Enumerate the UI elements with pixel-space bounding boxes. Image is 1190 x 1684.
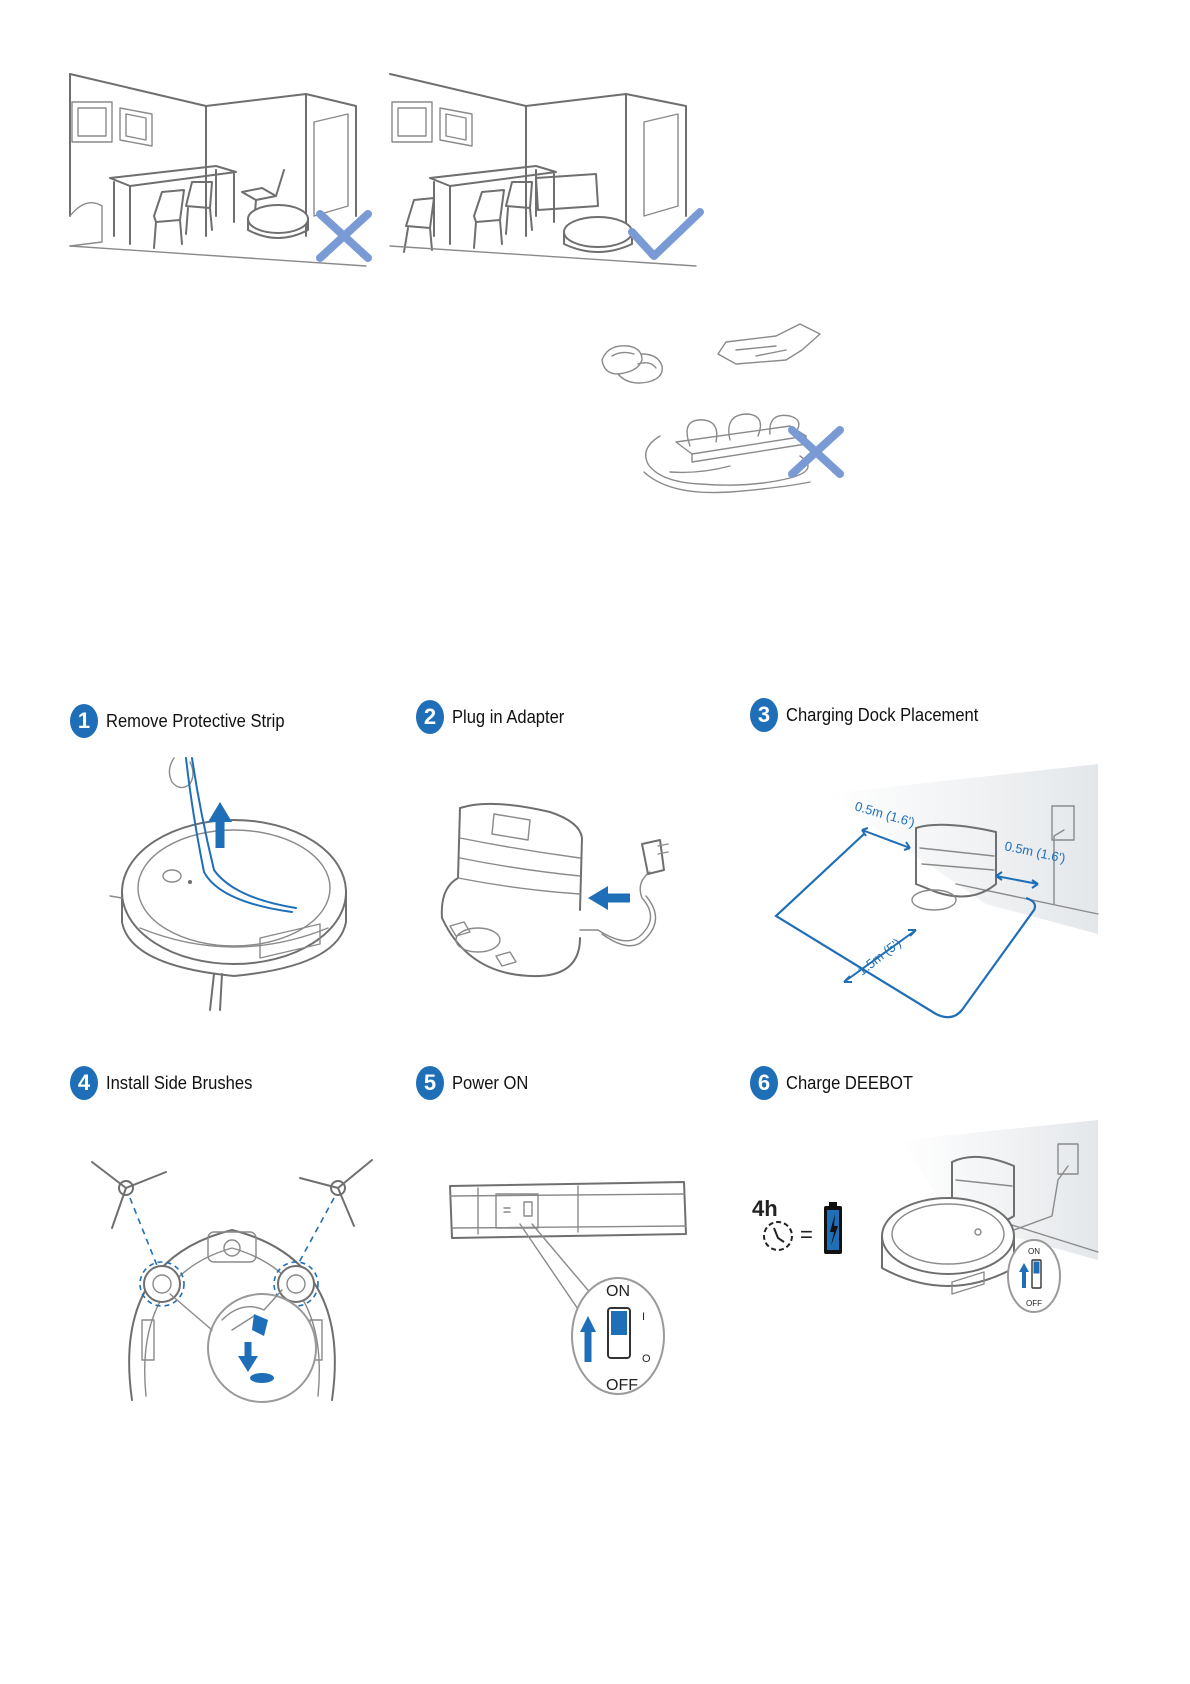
- room-scene-wrong: [66, 66, 381, 286]
- step-title: Charge DEEBOT: [786, 1072, 914, 1093]
- step-2-heading: [416, 700, 574, 734]
- step-2-illustration: [430, 798, 690, 988]
- step-title: Plug in Adapter: [452, 706, 565, 727]
- cross-icon: [314, 208, 374, 264]
- side-brush-left: [92, 1162, 166, 1228]
- step-4-illustration: [82, 1120, 382, 1410]
- step-1-illustration: [110, 752, 350, 1022]
- side-brush-right: [300, 1160, 372, 1226]
- mini-switch-off: OFF: [1026, 1299, 1042, 1308]
- step-number-badge: 2: [416, 700, 444, 734]
- step-4-heading: [70, 1066, 265, 1100]
- dock-side-left-label: 0.5m (1.6'): [853, 798, 917, 830]
- step-title: Remove Protective Strip: [106, 710, 285, 731]
- dock-side-right-label: 0.5m (1.6'): [1003, 838, 1067, 866]
- step-title: Install Side Brushes: [106, 1072, 253, 1093]
- step-title: Charging Dock Placement: [786, 704, 979, 725]
- step-3-illustration: [766, 764, 1098, 1034]
- step-5-heading: [416, 1066, 535, 1100]
- power-strip-cables-illustration: [640, 412, 850, 496]
- dock-front-label: 1.5m (5'): [854, 935, 904, 979]
- step-5-illustration: [448, 1172, 690, 1394]
- switch-mark-on: I: [642, 1311, 646, 1323]
- charge-equals: =: [800, 1222, 813, 1247]
- step-title: Power ON: [452, 1072, 529, 1093]
- step-6-heading: [750, 1066, 924, 1100]
- check-icon: [626, 206, 706, 264]
- step-number-badge: 5: [416, 1066, 444, 1100]
- battery-icon: [824, 1202, 842, 1254]
- step-3-heading: [750, 698, 995, 732]
- mini-switch-on: ON: [1028, 1247, 1040, 1256]
- step-number-badge: 1: [70, 704, 98, 738]
- step-1-heading: [70, 704, 300, 738]
- switch-off-label: OFF: [606, 1377, 638, 1394]
- step-6-illustration: [752, 1120, 1098, 1380]
- switch-on-label: ON: [606, 1283, 630, 1300]
- step-number-badge: 4: [70, 1066, 98, 1100]
- sock-illustration: [716, 320, 824, 370]
- cross-icon: [786, 424, 846, 480]
- switch-mark-off: O: [642, 1353, 651, 1365]
- slippers-illustration: [598, 340, 688, 390]
- step-number-badge: 3: [750, 698, 778, 732]
- room-scene-correct: [386, 66, 704, 286]
- charge-duration: 4h: [752, 1196, 778, 1221]
- step-number-badge: 6: [750, 1066, 778, 1100]
